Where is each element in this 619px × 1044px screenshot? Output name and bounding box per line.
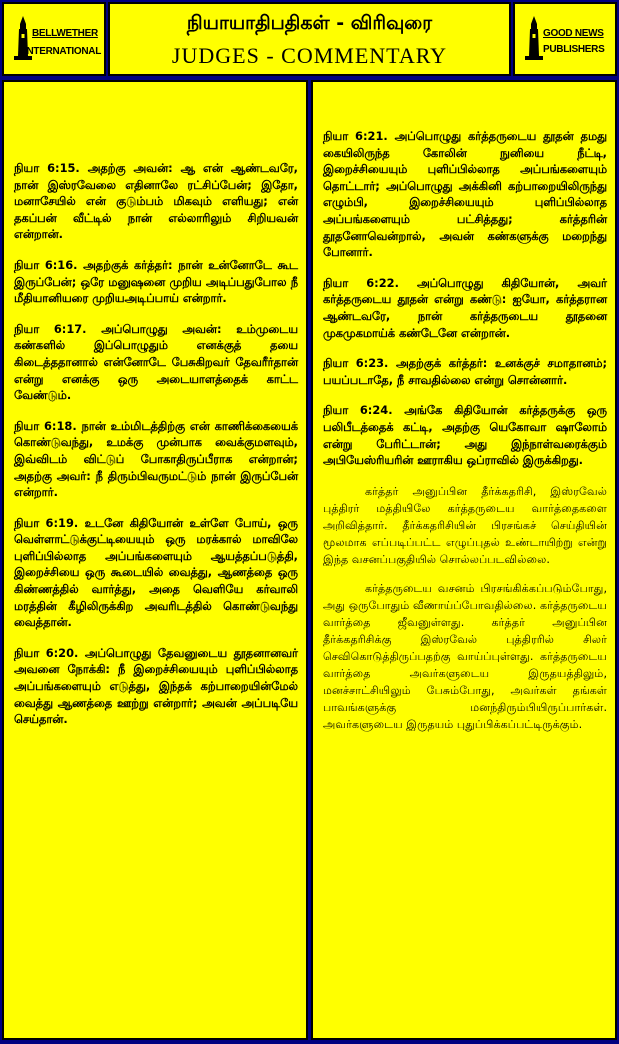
- verse-6-15: நியா 6:15. அதற்கு அவன்: ஆ என் ஆண்டவரே, நான் இஸ்ரவேலை எதினாலே ரட்சிப்பேன்; இதோ, மனாசேயில் என் குடும்பம் மிகவும் எளியது; என் தகப்பன் வீட்டில் நான் எல்லாரிலும் சிறியவன் என்றான்.: [14, 161, 298, 242]
- verse-6-20: நியா 6:20. அப்பொழுது தேவனுடைய தூதனானவர் அவனை நோக்கி: நீ இறைச்சியையும் புளிப்பில்லாத அப்பங்களையும் எடுத்து, இந்தக் கற்பாறையின்மேல் வைத்து ஆணத்தை ஊற்று என்றார்; அவன் அப்படியே செய்தான்.: [14, 645, 298, 727]
- good-news-logo: [521, 14, 611, 66]
- right-column: [311, 80, 617, 1040]
- right-logo-line1: GOOD NEWS: [543, 28, 604, 39]
- bellwether-logo: [10, 14, 100, 66]
- page-title-english: JUDGES - COMMENTARY: [171, 43, 448, 68]
- header-left-logo-box: [2, 2, 106, 76]
- verse-6-23: நியா 6:23. அதற்குக் கர்த்தர்: உனக்குச் சமாதானம்; பயப்படாதே, நீ சாவதில்லை என்று சொன்னார்.: [323, 356, 607, 387]
- commentary-paragraph-2: கர்த்தருடைய வசனம் பிரசங்கிக்கப்படும்போது, அது ஒருபோதும் வீணாய்ப்போவதில்லை. கர்த்தருடைய வார்த்தை ஜீவனுள்ளது. கர்த்தர் அனுப்பின தீர்க்கதரிசிக்கு இஸ்ரவேல் புத்திரரில் சிலர் செவிகொடுத்திருப்பதற்கு வாய்ப்புள்ளது. கர்த்தருடைய வார்த்தை அவர்களுடைய இருதயத்திலும், மனச்சாட்சியிலும் பேசும்போது, அவர்கள் தங்கள் பாவங்களுக்கு மனந்திரும்பியிருப்பார்கள். அவர்களுடைய இருதயம் புதுப்பிக்கப்பட்டிருக்கும்.: [323, 581, 607, 731]
- header-title-box: [108, 2, 511, 76]
- verse-6-21: நியா 6:21. அப்பொழுது கர்த்தருடைய தூதன் தமது கையிலிருந்த கோலின் நுனியை நீட்டி, இறைச்சியையும் புளிப்பில்லாத அப்பங்களையும் தொட்டார்; அப்பொழுது அக்கினி கற்பாறையிலிருந்து எழும்பி, இறைச்சியையும் புளிப்பில்லாத அப்பங்களையும் பட்சித்தது; கர்த்தரின் தூதனோவென்றால், அவன் கண்களுக்கு மறைந்து போனார்.: [323, 129, 607, 260]
- verse-6-18: நியா 6:18. நான் உம்மிடத்திற்கு என் காணிக்கையைக் கொண்டுவந்து, உமக்கு முன்பாக வைக்குமளவும், இவ்விடம் விட்டுப் போகாதிருப்பீராக என்றான்; அதற்கு அவர்: நீ திரும்பிவருமட்டும் நான் இருப்பேன் என்றார்.: [14, 418, 298, 500]
- tower-icon: [523, 16, 545, 62]
- header-right-logo-box: [513, 2, 617, 76]
- right-logo-line2: PUBLISHERS: [543, 44, 605, 55]
- commentary-paragraph-1: கர்த்தர் அனுப்பின தீர்க்கதரிசி, இஸ்ரவேல் புத்திரர் மத்தியிலே கர்த்தருடைய வார்த்தைகளை அறிவித்தார். தீர்க்கதரிசியின் பிரசங்கச் செய்தியின் மூலமாக எப்படிப்பட்ட எழுப்புதல் உண்டாயிற்று என்று இந்த வசனப்பகுதியில் சொல்லப்படவில்லை.: [323, 484, 607, 566]
- page-title-tamil: நியாயாதிபதிகள் - விரிவுரை: [186, 12, 433, 34]
- verse-6-22: நியா 6:22. அப்பொழுது கிதியோன், அவர் கர்த்தருடைய தூதன் என்று கண்டு: ஐயோ, கர்த்தரான ஆண்டவரே, நான் கர்த்தருடைய தூதனை முகமுகமாய்க் கண்டேனே என்றான்.: [323, 275, 607, 340]
- verse-6-19: நியா 6:19. உடனே கிதியோன் உள்ளே போய், ஒரு வெள்ளாட்டுக்குட்டியையும் ஒரு மரக்கால் மாவிலே புளிப்பில்லாத அப்பங்களையும் ஆயத்தப்படுத்தி, இறைச்சியை ஒரு கூடையில் வைத்து, ஆணத்தை ஒரு கிண்ணத்தில் வார்த்து, அதை வெளியே கர்வாலி மரத்தின் கீழிலிருக்கிற அவரிடத்தில் கொண்டுவந்து வைத்தான்.: [14, 515, 298, 630]
- left-logo-line1: BELLWETHER: [32, 28, 98, 39]
- verse-6-24: நியா 6:24. அங்கே கிதியோன் கர்த்தருக்கு ஒரு பலிபீடத்தைக் கட்டி, அதற்கு யெகோவா ஷாலோம் என்று பேரிட்டான்; அது இந்நாள்வரைக்கும் அபியேஸ்ரியரின் ஊராகிய ஒப்ராவில் இருக்கிறது.: [323, 403, 607, 468]
- left-logo-line2: INTERNATIONAL: [24, 46, 102, 57]
- left-column: [2, 80, 308, 1040]
- verse-6-16: நியா 6:16. அதற்குக் கர்த்தர்: நான் உன்னோடே கூட இருப்பேன்; ஒரே மனுஷனை முறிய அடிப்பதுபோல நீ மீதியானியரை முறியஅடிப்பாய் என்றார்.: [14, 257, 298, 306]
- verse-6-17: நியா 6:17. அப்பொழுது அவன்: உம்முடைய கண்களில் இப்பொழுதும் எனக்குத் தயை கிடைத்ததானால் என்னோடே பேசுகிறவர் தேவரீர்தான் என்று எனக்கு ஒரு அடையாளத்தைக் காட்ட வேண்டும்.: [14, 321, 298, 403]
